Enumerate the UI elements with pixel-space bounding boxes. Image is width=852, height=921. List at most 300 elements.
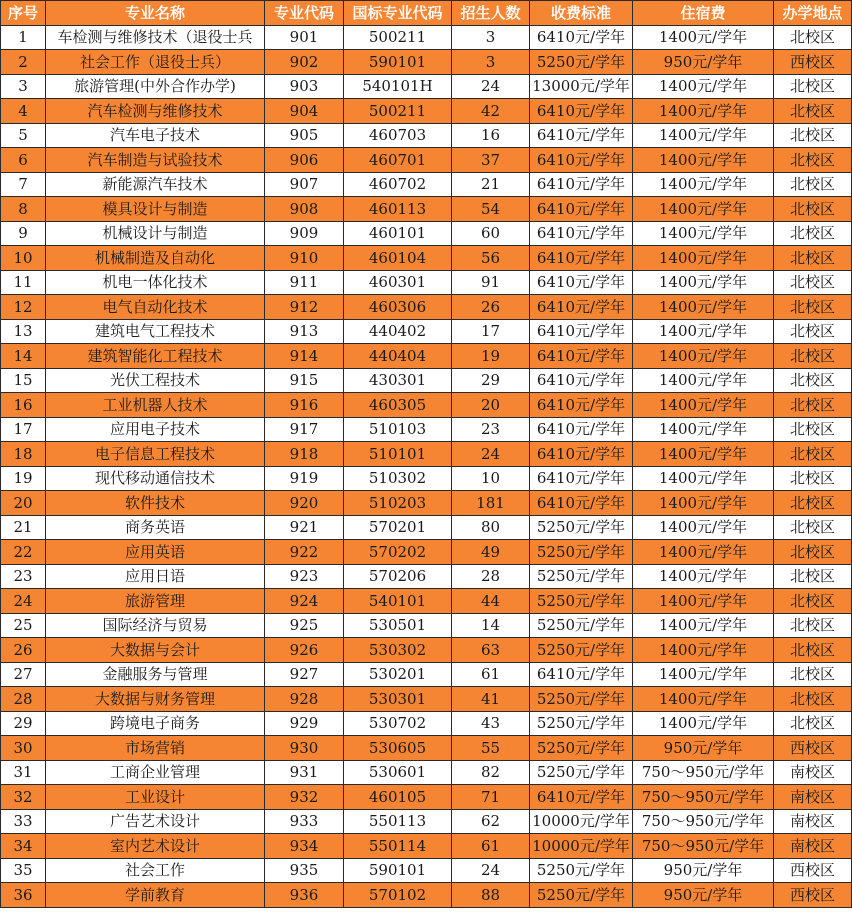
national-code: 570201: [344, 515, 452, 540]
dorm-fee: 950元/学年: [633, 736, 774, 761]
row-index: 15: [1, 368, 46, 393]
row-index: 17: [1, 417, 46, 442]
header-index: 序号: [1, 1, 46, 26]
table-row: [1, 344, 852, 369]
table-row: [1, 123, 852, 148]
major-name: 社会工作（退役士兵）: [46, 50, 265, 75]
national-code: 460105: [344, 785, 452, 810]
tuition-fee: 5250元/学年: [530, 736, 633, 761]
national-code: 530601: [344, 760, 452, 785]
tuition-fee: 6410元/学年: [530, 785, 633, 810]
dorm-fee: 950元/学年: [633, 883, 774, 908]
national-code: 460701: [344, 148, 452, 173]
enrollment-count: 44: [452, 589, 530, 614]
national-code: 550113: [344, 809, 452, 834]
dorm-fee: 1400元/学年: [633, 466, 774, 491]
table-body: [1, 25, 852, 907]
row-index: 26: [1, 638, 46, 663]
major-name: 学前教育: [46, 883, 265, 908]
enrollment-count: 29: [452, 368, 530, 393]
campus: 北校区: [774, 564, 852, 589]
major-code: 904: [265, 99, 344, 124]
tuition-fee: 6410元/学年: [530, 148, 633, 173]
row-index: 36: [1, 883, 46, 908]
table-row: [1, 148, 852, 173]
national-code: 440402: [344, 319, 452, 344]
dorm-fee: 1400元/学年: [633, 393, 774, 418]
row-index: 7: [1, 172, 46, 197]
major-code: 924: [265, 589, 344, 614]
dorm-fee: 1400元/学年: [633, 613, 774, 638]
table-row: [1, 221, 852, 246]
tuition-fee: 6410元/学年: [530, 417, 633, 442]
major-name: 室内艺术设计: [46, 834, 265, 859]
campus: 北校区: [774, 368, 852, 393]
major-name: 车检测与维修技术（退役士兵: [46, 25, 265, 50]
table-row: [1, 883, 852, 908]
row-index: 4: [1, 99, 46, 124]
dorm-fee: 950元/学年: [633, 858, 774, 883]
major-code: 915: [265, 368, 344, 393]
national-code: 570202: [344, 540, 452, 565]
dorm-fee: 1400元/学年: [633, 172, 774, 197]
tuition-fee: 6410元/学年: [530, 123, 633, 148]
enrollment-count: 21: [452, 172, 530, 197]
dorm-fee: 1400元/学年: [633, 687, 774, 712]
table-row: [1, 736, 852, 761]
row-index: 10: [1, 246, 46, 271]
header-row: [1, 1, 852, 26]
national-code: 570102: [344, 883, 452, 908]
dorm-fee: 1400元/学年: [633, 25, 774, 50]
national-code: 570206: [344, 564, 452, 589]
row-index: 1: [1, 25, 46, 50]
national-code: 510101: [344, 442, 452, 467]
campus: 南校区: [774, 809, 852, 834]
row-index: 9: [1, 221, 46, 246]
major-name: 商务英语: [46, 515, 265, 540]
campus: 北校区: [774, 393, 852, 418]
major-name: 工商企业管理: [46, 760, 265, 785]
major-code: 918: [265, 442, 344, 467]
major-code: 919: [265, 466, 344, 491]
table-row: [1, 197, 852, 222]
dorm-fee: 1400元/学年: [633, 589, 774, 614]
tuition-fee: 6410元/学年: [530, 466, 633, 491]
table-row: [1, 491, 852, 516]
enrollment-count: 3: [452, 50, 530, 75]
national-code: 540101H: [344, 74, 452, 99]
national-code: 530501: [344, 613, 452, 638]
tuition-fee: 5250元/学年: [530, 638, 633, 663]
national-code: 530605: [344, 736, 452, 761]
campus: 北校区: [774, 25, 852, 50]
row-index: 24: [1, 589, 46, 614]
tuition-fee: 5250元/学年: [530, 858, 633, 883]
enrollment-count: 24: [452, 442, 530, 467]
campus: 北校区: [774, 123, 852, 148]
enrollment-count: 42: [452, 99, 530, 124]
table-row: [1, 809, 852, 834]
enrollment-count: 61: [452, 662, 530, 687]
major-code: 931: [265, 760, 344, 785]
campus: 西校区: [774, 50, 852, 75]
enrollment-count: 60: [452, 221, 530, 246]
campus: 北校区: [774, 662, 852, 687]
dorm-fee: 1400元/学年: [633, 491, 774, 516]
national-code: 530702: [344, 711, 452, 736]
table-row: [1, 662, 852, 687]
dorm-fee: 750～950元/学年: [633, 834, 774, 859]
major-name: 建筑电气工程技术: [46, 319, 265, 344]
enrollment-count: 49: [452, 540, 530, 565]
major-name: 工业机器人技术: [46, 393, 265, 418]
table-row: [1, 99, 852, 124]
dorm-fee: 1400元/学年: [633, 344, 774, 369]
campus: 北校区: [774, 148, 852, 173]
national-code: 430301: [344, 368, 452, 393]
enrollment-count: 82: [452, 760, 530, 785]
row-index: 25: [1, 613, 46, 638]
header-major-name: 专业名称: [46, 1, 265, 26]
campus: 北校区: [774, 638, 852, 663]
dorm-fee: 750～950元/学年: [633, 785, 774, 810]
enrollment-count: 55: [452, 736, 530, 761]
national-code: 510302: [344, 466, 452, 491]
campus: 南校区: [774, 760, 852, 785]
tuition-fee: 5250元/学年: [530, 589, 633, 614]
major-code: 928: [265, 687, 344, 712]
row-index: 21: [1, 515, 46, 540]
enrollment-count: 23: [452, 417, 530, 442]
major-name: 金融服务与管理: [46, 662, 265, 687]
campus: 北校区: [774, 344, 852, 369]
enrollment-count: 54: [452, 197, 530, 222]
major-name: 跨境电子商务: [46, 711, 265, 736]
major-code: 920: [265, 491, 344, 516]
major-name: 应用日语: [46, 564, 265, 589]
row-index: 2: [1, 50, 46, 75]
national-code: 460703: [344, 123, 452, 148]
table-row: [1, 785, 852, 810]
row-index: 23: [1, 564, 46, 589]
major-name: 旅游管理(中外合作办学): [46, 74, 265, 99]
major-name: 社会工作: [46, 858, 265, 883]
tuition-fee: 6410元/学年: [530, 295, 633, 320]
major-name: 旅游管理: [46, 589, 265, 614]
major-code: 902: [265, 50, 344, 75]
enrollment-count: 62: [452, 809, 530, 834]
major-name: 机电一体化技术: [46, 270, 265, 295]
dorm-fee: 950元/学年: [633, 50, 774, 75]
table-row: [1, 858, 852, 883]
enrollment-count: 71: [452, 785, 530, 810]
enrollment-count: 24: [452, 74, 530, 99]
table-row: [1, 50, 852, 75]
major-name: 软件技术: [46, 491, 265, 516]
major-code: 913: [265, 319, 344, 344]
enrollment-count: 17: [452, 319, 530, 344]
dorm-fee: 1400元/学年: [633, 221, 774, 246]
major-code: 907: [265, 172, 344, 197]
campus: 北校区: [774, 466, 852, 491]
row-index: 34: [1, 834, 46, 859]
campus: 南校区: [774, 834, 852, 859]
major-code: 926: [265, 638, 344, 663]
header-dorm-fee: 住宿费: [633, 1, 774, 26]
row-index: 14: [1, 344, 46, 369]
national-code: 590101: [344, 50, 452, 75]
table-row: [1, 442, 852, 467]
major-name: 电子信息工程技术: [46, 442, 265, 467]
header-major-code: 专业代码: [265, 1, 344, 26]
tuition-fee: 5250元/学年: [530, 613, 633, 638]
major-code: 910: [265, 246, 344, 271]
row-index: 20: [1, 491, 46, 516]
enrollment-count: 3: [452, 25, 530, 50]
tuition-fee: 6410元/学年: [530, 393, 633, 418]
major-code: 936: [265, 883, 344, 908]
major-code: 906: [265, 148, 344, 173]
tuition-fee: 6410元/学年: [530, 270, 633, 295]
dorm-fee: 1400元/学年: [633, 515, 774, 540]
campus: 西校区: [774, 736, 852, 761]
row-index: 19: [1, 466, 46, 491]
dorm-fee: 1400元/学年: [633, 197, 774, 222]
major-code: 914: [265, 344, 344, 369]
major-code: 917: [265, 417, 344, 442]
major-code: 925: [265, 613, 344, 638]
table-row: [1, 760, 852, 785]
campus: 北校区: [774, 221, 852, 246]
major-code: 908: [265, 197, 344, 222]
tuition-fee: 5250元/学年: [530, 711, 633, 736]
major-name: 应用英语: [46, 540, 265, 565]
enrollment-count: 24: [452, 858, 530, 883]
table-row: [1, 172, 852, 197]
national-code: 460702: [344, 172, 452, 197]
enrollment-count: 61: [452, 834, 530, 859]
major-code: 930: [265, 736, 344, 761]
major-code: 916: [265, 393, 344, 418]
campus: 北校区: [774, 515, 852, 540]
major-code: 901: [265, 25, 344, 50]
enrollment-count: 80: [452, 515, 530, 540]
campus: 北校区: [774, 442, 852, 467]
tuition-fee: 5250元/学年: [530, 515, 633, 540]
campus: 北校区: [774, 197, 852, 222]
enrollment-count: 16: [452, 123, 530, 148]
campus: 北校区: [774, 417, 852, 442]
enrollment-count: 14: [452, 613, 530, 638]
tuition-fee: 10000元/学年: [530, 809, 633, 834]
tuition-fee: 5250元/学年: [530, 564, 633, 589]
dorm-fee: 1400元/学年: [633, 148, 774, 173]
dorm-fee: 1400元/学年: [633, 540, 774, 565]
row-index: 3: [1, 74, 46, 99]
row-index: 11: [1, 270, 46, 295]
major-name: 光伏工程技术: [46, 368, 265, 393]
row-index: 22: [1, 540, 46, 565]
row-index: 35: [1, 858, 46, 883]
tuition-fee: 6410元/学年: [530, 221, 633, 246]
dorm-fee: 1400元/学年: [633, 442, 774, 467]
campus: 北校区: [774, 491, 852, 516]
national-code: 510103: [344, 417, 452, 442]
table-row: [1, 393, 852, 418]
major-name: 汽车电子技术: [46, 123, 265, 148]
campus: 北校区: [774, 99, 852, 124]
header-national-code: 国标专业代码: [344, 1, 452, 26]
campus: 北校区: [774, 295, 852, 320]
major-code: 909: [265, 221, 344, 246]
tuition-fee: 6410元/学年: [530, 172, 633, 197]
major-name: 汽车检测与维修技术: [46, 99, 265, 124]
dorm-fee: 1400元/学年: [633, 319, 774, 344]
national-code: 500211: [344, 99, 452, 124]
table-row: [1, 25, 852, 50]
tuition-fee: 6410元/学年: [530, 368, 633, 393]
campus: 南校区: [774, 785, 852, 810]
major-name: 广告艺术设计: [46, 809, 265, 834]
table-row: [1, 589, 852, 614]
enrollment-count: 19: [452, 344, 530, 369]
national-code: 530201: [344, 662, 452, 687]
dorm-fee: 1400元/学年: [633, 417, 774, 442]
table-row: [1, 613, 852, 638]
dorm-fee: 1400元/学年: [633, 99, 774, 124]
row-index: 27: [1, 662, 46, 687]
tuition-fee: 5250元/学年: [530, 883, 633, 908]
national-code: 460301: [344, 270, 452, 295]
major-name: 现代移动通信技术: [46, 466, 265, 491]
header-tuition: 收费标准: [530, 1, 633, 26]
row-index: 16: [1, 393, 46, 418]
major-code: 923: [265, 564, 344, 589]
enrollment-count: 37: [452, 148, 530, 173]
major-code: 921: [265, 515, 344, 540]
table-header: [1, 1, 852, 26]
campus: 北校区: [774, 246, 852, 271]
major-code: 903: [265, 74, 344, 99]
campus: 西校区: [774, 858, 852, 883]
table-row: [1, 270, 852, 295]
major-code: 911: [265, 270, 344, 295]
major-name: 新能源汽车技术: [46, 172, 265, 197]
table-row: [1, 638, 852, 663]
table-row: [1, 515, 852, 540]
national-code: 500211: [344, 25, 452, 50]
table-row: [1, 466, 852, 491]
national-code: 460306: [344, 295, 452, 320]
dorm-fee: 1400元/学年: [633, 368, 774, 393]
enrollment-count: 20: [452, 393, 530, 418]
table-row: [1, 687, 852, 712]
campus: 北校区: [774, 613, 852, 638]
campus: 北校区: [774, 589, 852, 614]
row-index: 29: [1, 711, 46, 736]
table-row: [1, 540, 852, 565]
major-code: 912: [265, 295, 344, 320]
tuition-fee: 5250元/学年: [530, 540, 633, 565]
dorm-fee: 1400元/学年: [633, 123, 774, 148]
tuition-fee: 6410元/学年: [530, 662, 633, 687]
tuition-fee: 6410元/学年: [530, 442, 633, 467]
dorm-fee: 750～950元/学年: [633, 760, 774, 785]
national-code: 510203: [344, 491, 452, 516]
campus: 北校区: [774, 540, 852, 565]
major-code: 927: [265, 662, 344, 687]
tuition-fee: 13000元/学年: [530, 74, 633, 99]
row-index: 8: [1, 197, 46, 222]
tuition-fee: 5250元/学年: [530, 50, 633, 75]
enrollment-count: 41: [452, 687, 530, 712]
dorm-fee: 1400元/学年: [633, 270, 774, 295]
enrollment-count: 88: [452, 883, 530, 908]
enrollment-count: 91: [452, 270, 530, 295]
national-code: 460101: [344, 221, 452, 246]
header-campus: 办学地点: [774, 1, 852, 26]
table-row: [1, 246, 852, 271]
national-code: 590101: [344, 858, 452, 883]
national-code: 460113: [344, 197, 452, 222]
enrollment-count: 43: [452, 711, 530, 736]
dorm-fee: 750～950元/学年: [633, 809, 774, 834]
major-name: 汽车制造与试验技术: [46, 148, 265, 173]
enrollment-count: 181: [452, 491, 530, 516]
table-row: [1, 711, 852, 736]
row-index: 6: [1, 148, 46, 173]
campus: 北校区: [774, 711, 852, 736]
row-index: 32: [1, 785, 46, 810]
tuition-fee: 6410元/学年: [530, 99, 633, 124]
tuition-fee: 5250元/学年: [530, 687, 633, 712]
table-row: [1, 417, 852, 442]
enrollment-count: 10: [452, 466, 530, 491]
row-index: 28: [1, 687, 46, 712]
row-index: 18: [1, 442, 46, 467]
national-code: 530301: [344, 687, 452, 712]
major-code: 922: [265, 540, 344, 565]
major-code: 905: [265, 123, 344, 148]
major-name: 应用电子技术: [46, 417, 265, 442]
row-index: 30: [1, 736, 46, 761]
dorm-fee: 1400元/学年: [633, 662, 774, 687]
major-name: 电气自动化技术: [46, 295, 265, 320]
tuition-fee: 6410元/学年: [530, 246, 633, 271]
header-enrollment: 招生人数: [452, 1, 530, 26]
major-name: 国际经济与贸易: [46, 613, 265, 638]
tuition-fee: 6410元/学年: [530, 491, 633, 516]
enrollment-count: 56: [452, 246, 530, 271]
campus: 北校区: [774, 319, 852, 344]
row-index: 13: [1, 319, 46, 344]
campus: 西校区: [774, 883, 852, 908]
major-name: 模具设计与制造: [46, 197, 265, 222]
row-index: 33: [1, 809, 46, 834]
campus: 北校区: [774, 74, 852, 99]
major-code: 934: [265, 834, 344, 859]
table-row: [1, 834, 852, 859]
national-code: 550114: [344, 834, 452, 859]
enrollment-count: 63: [452, 638, 530, 663]
table-row: [1, 74, 852, 99]
campus: 北校区: [774, 687, 852, 712]
dorm-fee: 1400元/学年: [633, 711, 774, 736]
dorm-fee: 1400元/学年: [633, 295, 774, 320]
dorm-fee: 1400元/学年: [633, 638, 774, 663]
tuition-fee: 6410元/学年: [530, 344, 633, 369]
